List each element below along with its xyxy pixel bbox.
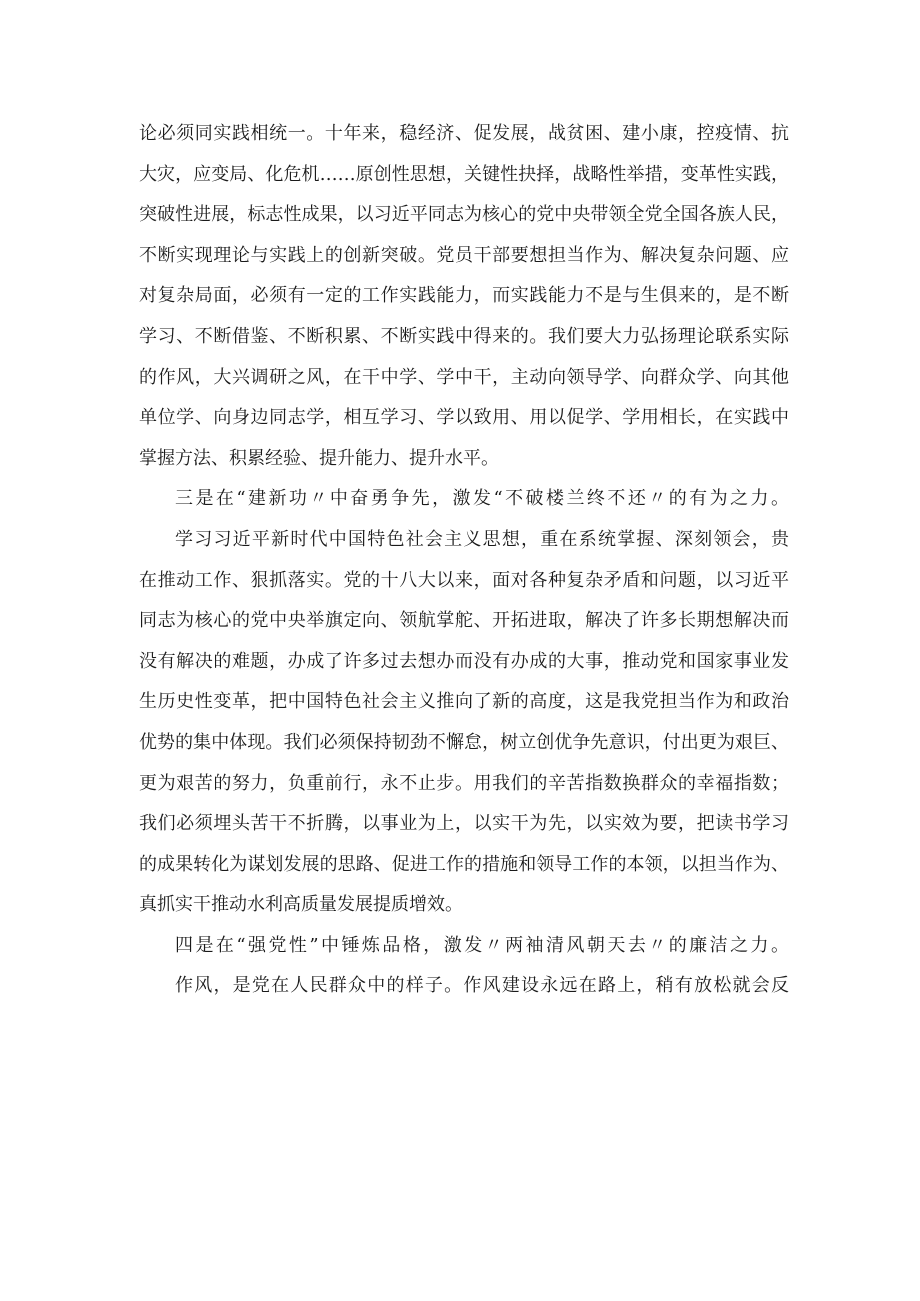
text-line: 单位学、向身边同志学，相互学习、学以致用、用以促学、学用相长，在实践中 [139, 407, 790, 429]
text-line: 对复杂局面，必须有一定的工作实践能力，而实践能力不是与生俱来的，是不断 [139, 285, 790, 307]
text-line: 同志为核心的党中央举旗定向、领航掌舵、开拓进取，解决了许多长期想解决而 [139, 610, 790, 632]
text-line: 生历史性变革，把中国特色社会主义推向了新的高度，这是我党担当作为和政治 [139, 691, 790, 713]
paragraph-new-achievement [139, 520, 789, 926]
text-line: 优势的集中体现。我们必须保持韧劲不懈怠，树立创优争先意识，付出更为艰巨、 [139, 731, 790, 753]
text-line: 不断实现理论与实践上的创新突破。党员干部要想担当作为、解决复杂问题、应 [139, 244, 790, 266]
text-line: 学习习近平新时代中国特色社会主义思想，重在系统掌握、深刻领会，贵 [175, 528, 791, 550]
text-line: 掌握方法、积累经验、提升能力、提升水平。 [139, 447, 499, 469]
text-line: 没有解决的难题，办成了许多过去想办而没有办成的大事，推动党和国家事业发 [139, 650, 790, 672]
section-heading-four [139, 926, 792, 967]
text-line: 论必须同实践相统一。十年来，稳经济、促发展，战贫困、建小康，控疫情、抗 [139, 123, 790, 144]
text-line: 学习、不断借鉴、不断积累、不断实践中得来的。我们要大力弘扬理论联系实际 [139, 325, 790, 347]
document-body [139, 114, 792, 1007]
paragraph-work-style [139, 966, 789, 1007]
text-line: 更为艰苦的努力，负重前行，永不止步。用我们的辛苦指数换群众的幸福指数； [139, 772, 790, 794]
text-line: 的作风，大兴调研之风，在干中学、学中干，主动向领导学、向群众学、向其他 [139, 366, 790, 388]
heading-line: 三是在“建新功〃中奋勇争先，激发“不破楼兰终不还〃的有为之力。 [175, 488, 792, 510]
heading-line: 四是在“强党性”中锤炼品格，激发〃两袖清风朝天去〃的廉洁之力。 [175, 934, 792, 956]
text-line: 作风，是党在人民群众中的样子。作风建设永远在路上，稍有放松就会反 [175, 975, 791, 997]
section-heading-three [139, 479, 792, 520]
text-line: 我们必须埋头苦干不折腾，以事业为上，以实干为先，以实效为要，把读书学习 [139, 813, 790, 835]
text-line: 真抓实干推动水利高质量发展提质增效。 [139, 894, 463, 916]
paragraph-practice [139, 114, 789, 479]
text-line: 大灾，应变局、化危机……原创性思想，关键性抉择，战略性举措，变革性实践， [139, 163, 790, 185]
text-line: 在推动工作、狠抓落实。党的十八大以来，面对各种复杂矛盾和问题，以习近平 [139, 569, 790, 591]
text-line: 突破性进展，标志性成果，以习近平同志为核心的党中央带领全党全国各族人民， [139, 204, 790, 226]
text-line: 的成果转化为谋划发展的思路、促进工作的措施和领导工作的本领，以担当作为、 [139, 853, 790, 875]
